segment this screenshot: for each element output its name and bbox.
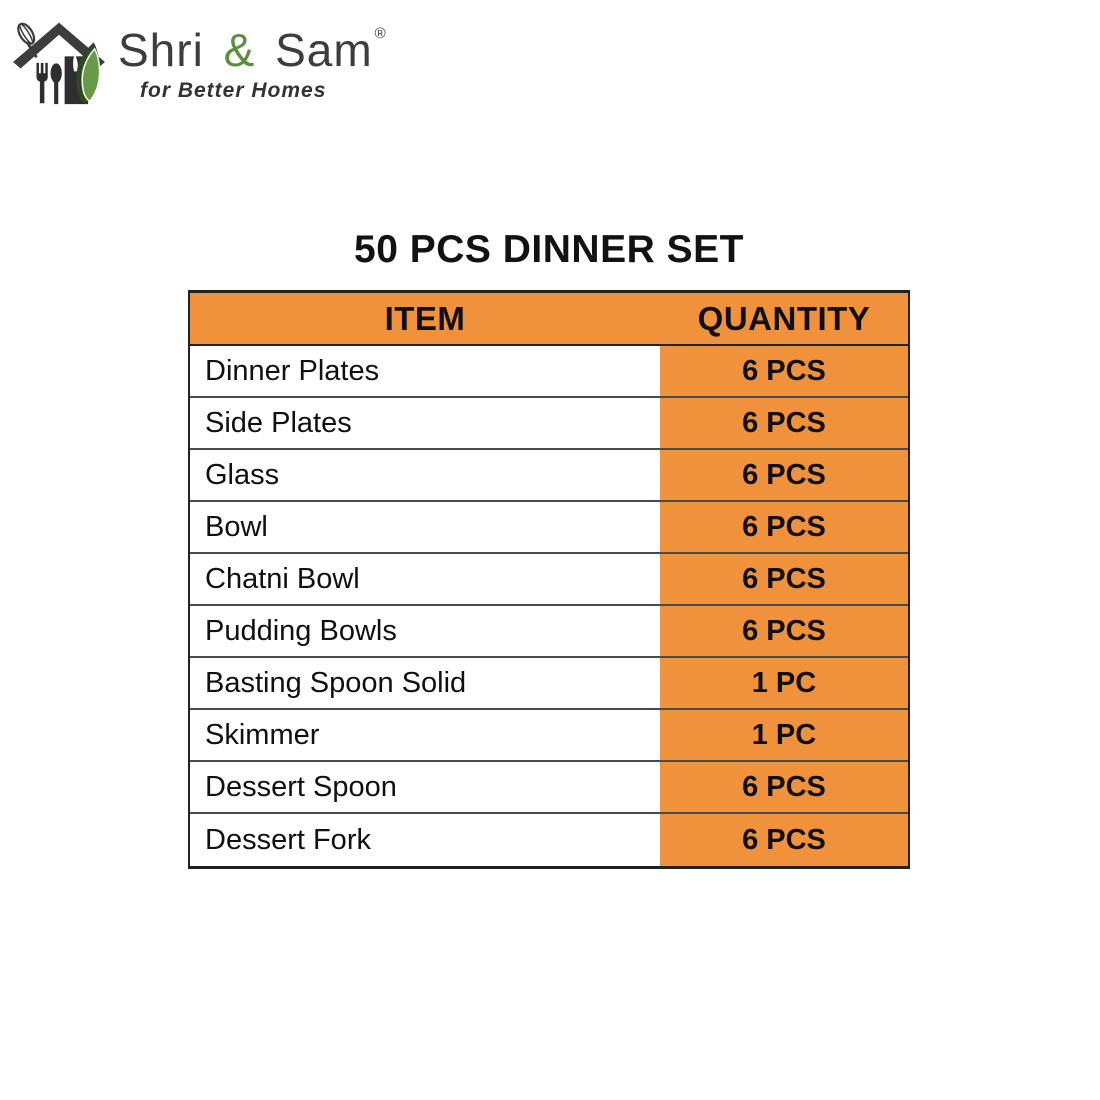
table-row	[190, 554, 908, 606]
item-cell: Pudding Bowls	[205, 614, 397, 647]
item-cell: Dinner Plates	[205, 354, 380, 387]
item-cell: Dessert Spoon	[205, 770, 397, 803]
item-cell: Dessert Fork	[205, 823, 371, 856]
quantity-cell: 6 PCS	[660, 814, 908, 866]
quantity-cell: 1 PC	[660, 710, 908, 760]
item-cell: Basting Spoon Solid	[205, 666, 467, 699]
quantity-cell: 6 PCS	[660, 762, 908, 812]
brand-logo	[12, 16, 387, 106]
brand-tagline: for Better Homes	[140, 79, 327, 102]
dinner-set-table	[188, 290, 910, 869]
table-row	[190, 710, 908, 762]
house-utensils-logo-icon	[12, 16, 106, 106]
item-cell: Glass	[205, 458, 280, 491]
header-quantity: QUANTITY	[697, 299, 871, 337]
quantity-cell: 1 PC	[660, 658, 908, 708]
table-row	[190, 658, 908, 710]
brand-word-sam: Sam	[275, 24, 373, 76]
table-row	[190, 450, 908, 502]
item-cell: Chatni Bowl	[205, 562, 360, 595]
item-cell: Side Plates	[205, 406, 352, 439]
brand-name	[118, 24, 387, 76]
table-row	[190, 762, 908, 814]
brand-word-shri: Shri	[118, 24, 204, 76]
quantity-cell: 6 PCS	[660, 398, 908, 448]
header-item: ITEM	[384, 299, 466, 337]
table-row	[190, 814, 908, 866]
quantity-cell: 6 PCS	[660, 450, 908, 500]
page-title: 50 PCS DINNER SET	[354, 228, 744, 271]
brand-ampersand: &	[223, 24, 256, 76]
table-row	[190, 346, 908, 398]
table-row	[190, 398, 908, 450]
registered-trademark: ®	[374, 25, 387, 42]
quantity-cell: 6 PCS	[660, 502, 908, 552]
table-row	[190, 502, 908, 554]
table-header-row	[190, 293, 908, 346]
quantity-cell: 6 PCS	[660, 606, 908, 656]
brand-text-block	[118, 16, 387, 103]
table-row	[190, 606, 908, 658]
quantity-cell: 6 PCS	[660, 554, 908, 604]
item-cell: Skimmer	[205, 718, 320, 751]
item-cell: Bowl	[205, 510, 268, 543]
quantity-cell: 6 PCS	[660, 346, 908, 396]
